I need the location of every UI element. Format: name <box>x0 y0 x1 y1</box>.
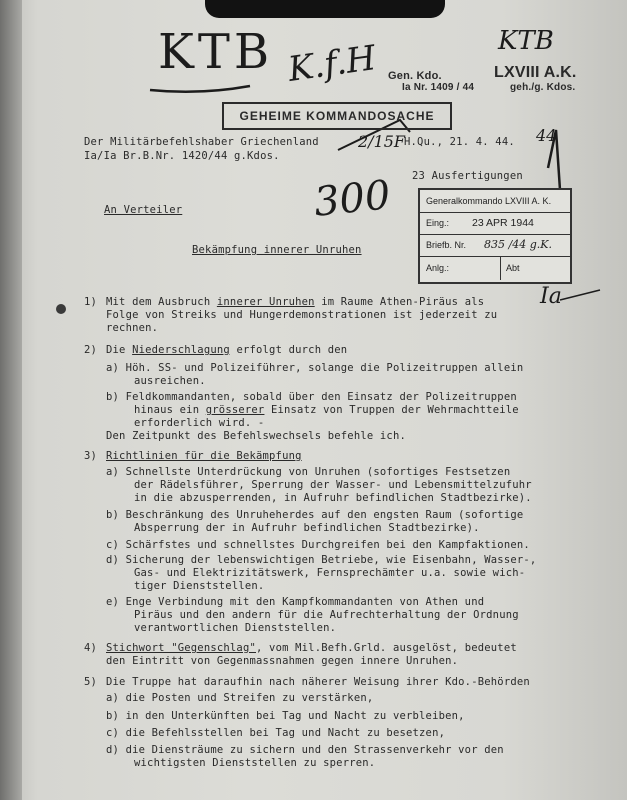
sender-line-1: Der Militärbefehlshaber Griechenland <box>84 136 319 148</box>
handwritten-ia-mark: Ia <box>540 284 562 309</box>
recipient-line: An Verteiler <box>104 204 183 216</box>
handwritten-ktb-large: KTB <box>158 24 274 80</box>
handwritten-mark-2-15: 2/15F <box>358 132 406 151</box>
para-2b-line-3: erforderlich wird. - <box>134 417 265 429</box>
handwritten-date-mark: 44 <box>536 126 557 145</box>
para-5c: c) die Befehlsstellen bei Tag und Nacht zu besetzen, <box>106 727 446 739</box>
registry-title: Generalkommando LXVIII A. K. <box>426 196 552 206</box>
copies-count: 23 Ausfertigungen <box>412 170 523 182</box>
para-1-line-3: rechnen. <box>106 322 159 334</box>
para-4-number: 4) <box>84 642 98 654</box>
para-3a-line-2: der Rädelsführer, Sperrung der Wasser- und Lebensmittelzufuhr <box>134 479 532 491</box>
para-5-number: 5) <box>84 676 98 688</box>
para-2a-line-2: ausreichen. <box>134 375 206 387</box>
para-4-line-2: den Eintritt von Gegenmassnahmen gegen innere Unruhen. <box>106 655 459 667</box>
registry-eing-label: Eing.: <box>426 218 450 228</box>
para-5b: b) in den Unterkünften bei Tag und Nacht zu verbleiben, <box>106 710 465 722</box>
punch-hole <box>56 304 66 314</box>
registry-abt-label: Abt <box>506 263 520 273</box>
ia-number: Ia Nr. 1409 / 44 <box>402 82 475 93</box>
para-3e-line-1: e) Enge Verbindung mit den Kampfkommandanten von Athen und <box>106 596 485 608</box>
para-1-number: 1) <box>84 296 98 308</box>
para-3d-line-1: d) Sicherung der lebenswichtigen Betriebe, wie Eisenbahn, Wasser-, <box>106 554 537 566</box>
handwritten-ktb-small: KTB <box>498 26 554 56</box>
para-5d-line-1: d) die Diensträume zu sichern und den Strassenverkehr vor den <box>106 744 504 756</box>
para-2b-line-1: b) Feldkommandanten, sobald über den Einsatz der Polizeitruppen <box>106 391 517 403</box>
para-3a-line-3: in die abzusperrenden, in Aufruhr befindlichen Stadtbezirke). <box>134 492 532 504</box>
registry-briefb-label: Briefb. Nr. <box>426 240 467 250</box>
handwritten-number-300: 300 <box>311 172 393 226</box>
registry-briefb-value: 835 /44 g.K. <box>484 238 552 251</box>
gen-kdo-label: Gen. Kdo. <box>388 70 442 82</box>
para-5a: a) die Posten und Streifen zu verstärken, <box>106 692 374 704</box>
para-3e-line-3: verantwortlichen Dienststellen. <box>134 622 337 634</box>
registry-anlg-label: Anlg.: <box>426 263 450 273</box>
gkdos-label: geh./g. Kdos. <box>510 82 576 93</box>
para-5d-line-2: wichtigsten Dienststellen zu sperren. <box>134 757 376 769</box>
para-3-number: 3) <box>84 450 98 462</box>
para-3c-line-1: c) Schärfstes und schnellstes Durchgreifen bei den Kampfaktionen. <box>106 539 530 551</box>
sender-line-2: Ia/Ia Br.B.Nr. 1420/44 g.Kdos. <box>84 150 280 162</box>
para-3a-line-1: a) Schnellste Unterdrückung von Unruhen (sofortiges Festsetzen <box>106 466 511 478</box>
para-3b-line-2: Absperrung der in Aufruhr befindlichen Stadtbezirke). <box>134 522 480 534</box>
subject-line: Bekämpfung innerer Unruhen <box>192 244 362 256</box>
para-2a-line-1: a) Höh. SS- und Polizeiführer, solange die Polizeitruppen allein <box>106 362 524 374</box>
para-4-line-1: Stichwort "Gegenschlag", vom Mil.Befh.Grld. ausgelöst, bedeutet <box>106 642 517 654</box>
corps-label: LXVIII A.K. <box>494 64 577 81</box>
para-2b-line-2: hinaus ein grösserer Einsatz von Truppen der Wehrmachtteile <box>134 404 519 416</box>
para-2-line-1: Die Niederschlagung erfolgt durch den <box>106 344 348 356</box>
para-3d-line-3: tiger Dienststellen. <box>134 580 265 592</box>
secret-stamp: GEHEIME KOMMANDOSACHE <box>222 102 452 130</box>
para-2-number: 2) <box>84 344 98 356</box>
registry-eing-value: 23 APR 1944 <box>472 217 534 229</box>
para-3b-line-1: b) Beschränkung des Unruheherdes auf den engsten Raum (sofortige <box>106 509 524 521</box>
para-2-note: Den Zeitpunkt des Befehlswechsels befehle ich. <box>106 430 406 442</box>
para-1-line-1: Mit dem Ausbruch innerer Unruhen im Raume Athen-Piräus als <box>106 296 485 308</box>
para-1-line-2: Folge von Streiks und Hungerdemonstrationen ist jederzeit zu <box>106 309 498 321</box>
para-3e-line-2: Piräus und den andern für die Aufrechterhaltung der Ordnung <box>134 609 519 621</box>
registry-stamp <box>418 188 572 284</box>
para-3d-line-2: Gas- und Elektrizitätswerk, Fernsprechämter u.a. sowie wich- <box>134 567 526 579</box>
para-3-title: Richtlinien für die Bekämpfung <box>106 450 302 462</box>
para-5-line-1: Die Truppe hat daraufhin nach näherer Weisung ihrer Kdo.-Behörden <box>106 676 530 688</box>
handwritten-initials: K.f.H <box>285 38 379 90</box>
place-date: H.Qu., 21. 4. 44. <box>404 136 515 148</box>
